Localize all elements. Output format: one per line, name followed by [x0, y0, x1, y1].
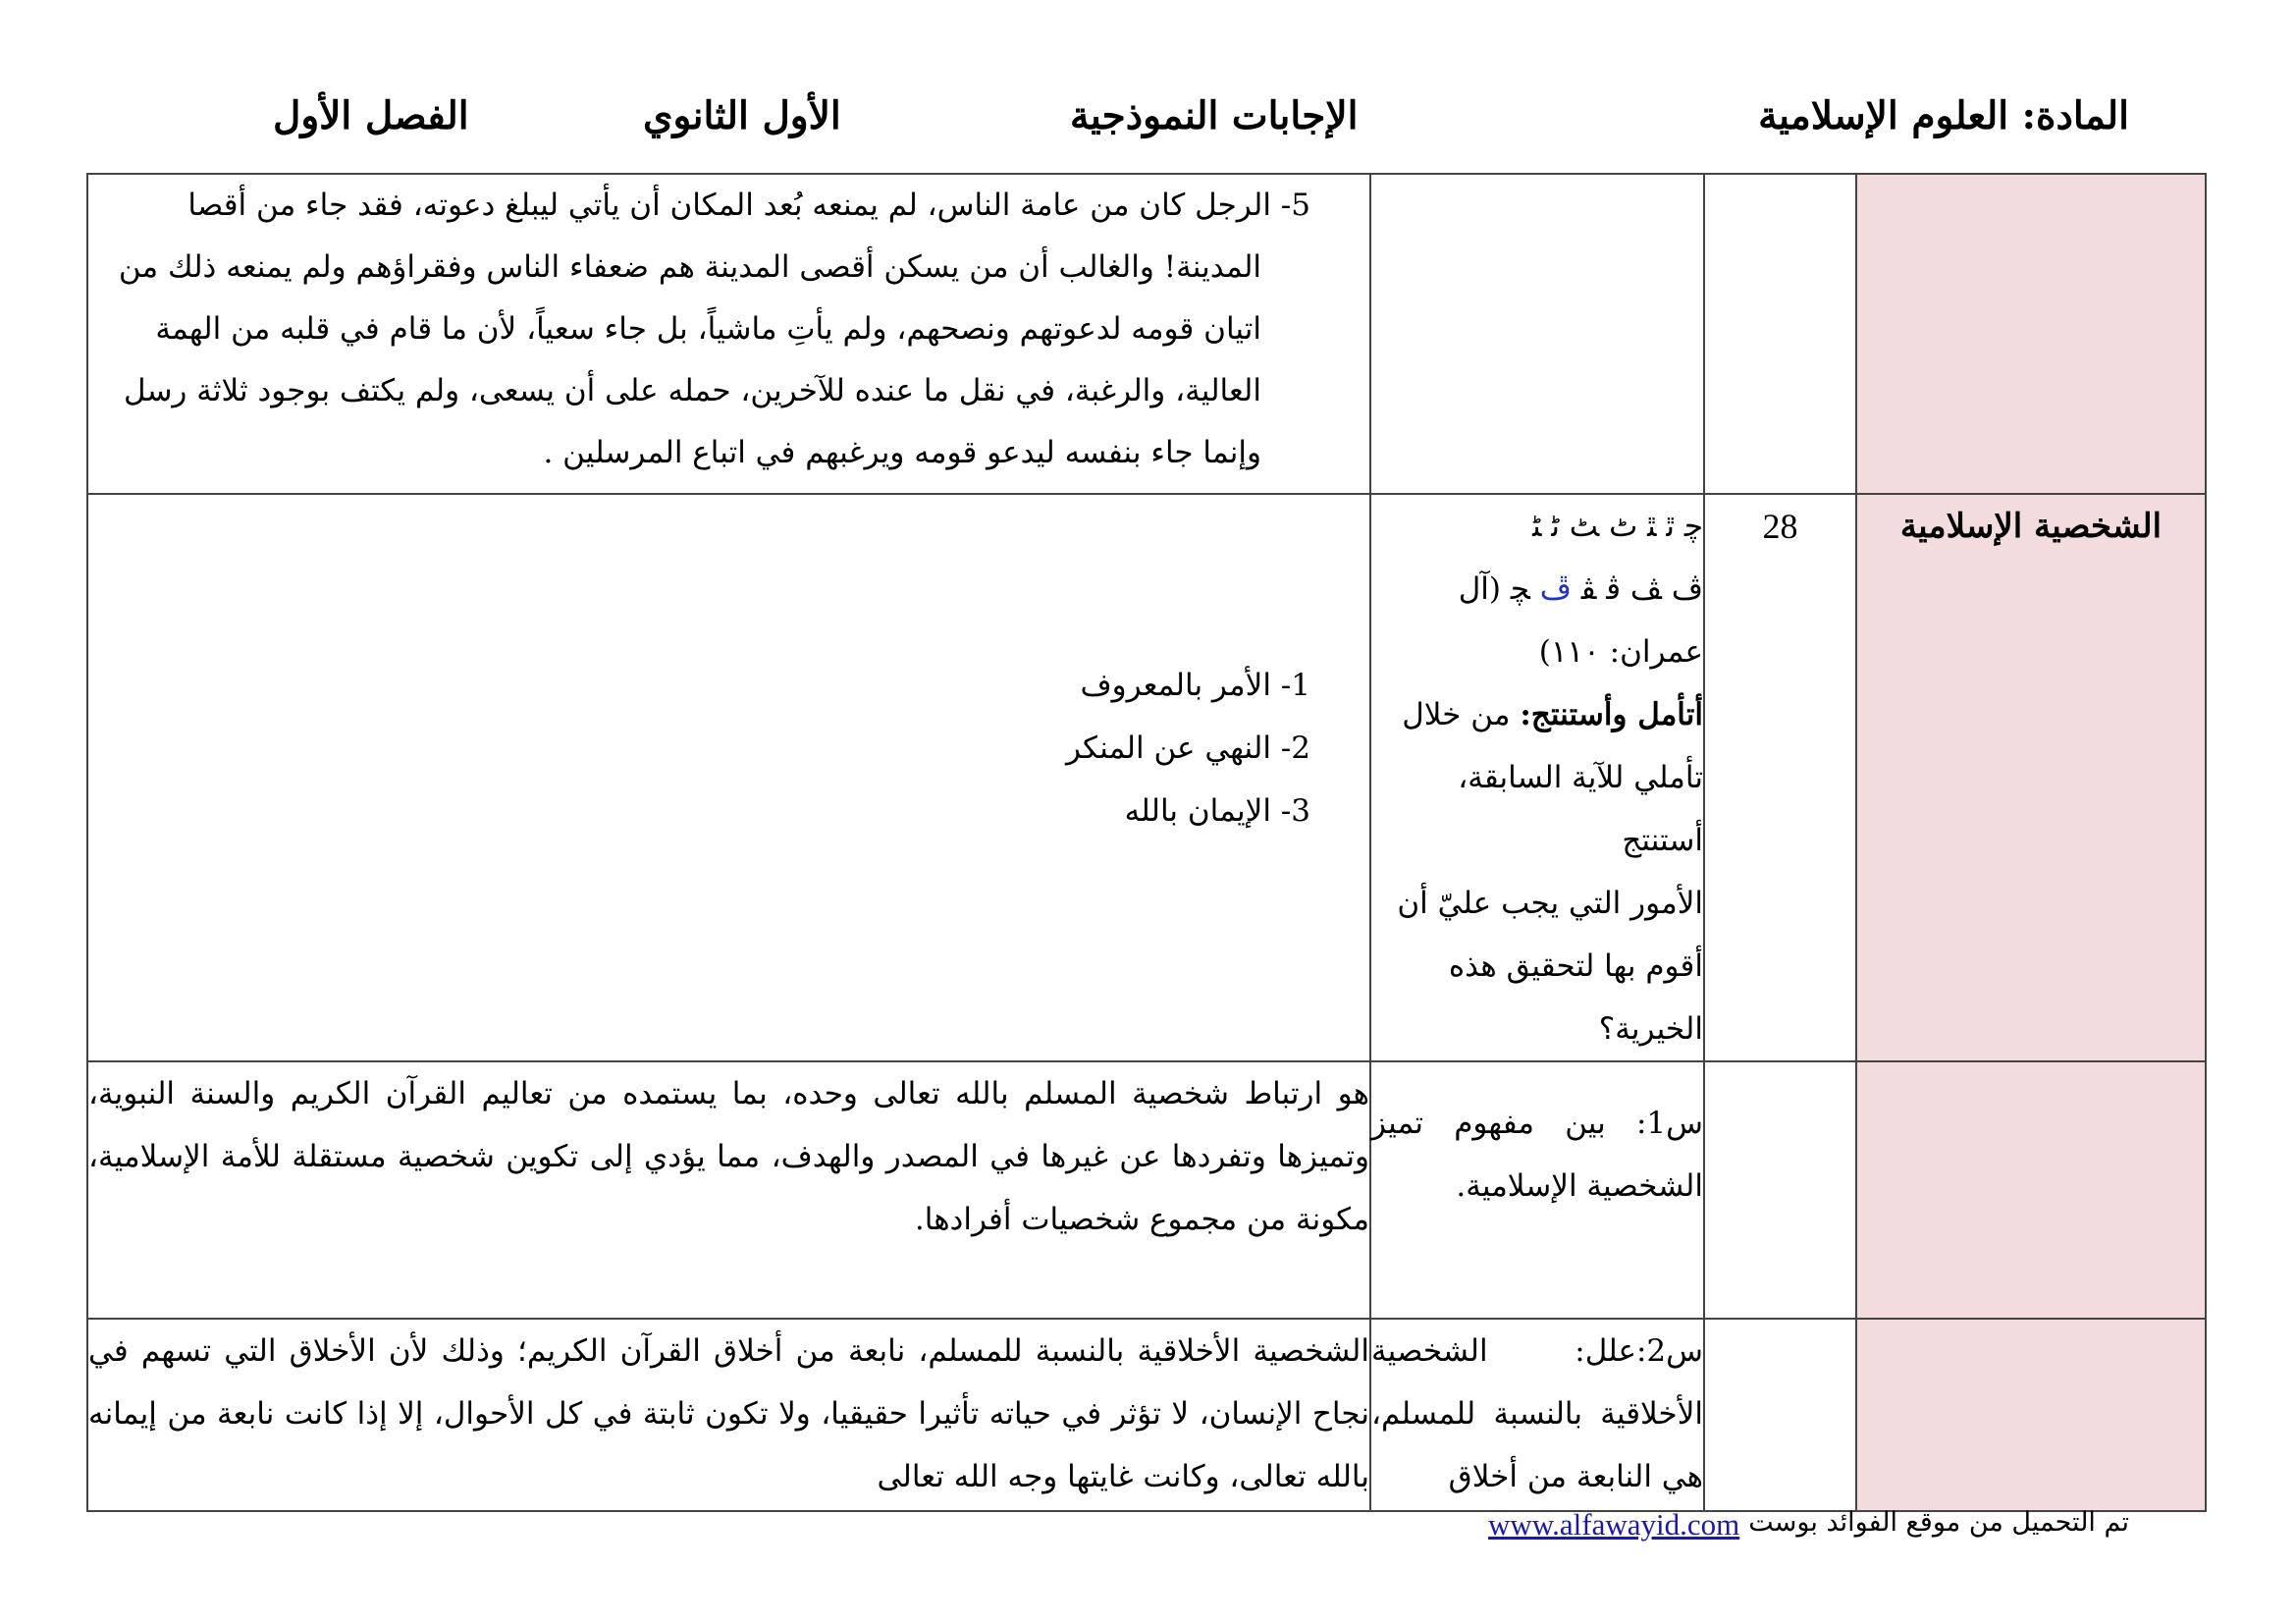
page-cell: 28	[1704, 494, 1856, 1061]
question-cell: س2:علل: الشخصية الأخلاقية بالنسبة للمسلم، هي النابعة من أخلاق	[1370, 1319, 1704, 1511]
page-cell	[1704, 174, 1856, 494]
website-link[interactable]: www.alfawayid.com	[1488, 1507, 1740, 1542]
lesson-cell	[1856, 1061, 2206, 1319]
lesson-cell	[1856, 174, 2206, 494]
quran-verse-line: ﭼ ﭤ ﭥ ﭦ ﭧ ﭨ ﭩ	[1532, 509, 1703, 544]
reflect-text: أقوم بها لتحقيق هذه	[1448, 948, 1703, 984]
answer-item: 3- الإيمان بالله	[1124, 793, 1310, 829]
page-cell	[1704, 1061, 1856, 1319]
table-row	[87, 174, 2206, 494]
quran-verse-segment: ﭪ ﭫ ﭬ ﭭ	[1580, 571, 1703, 607]
answer-line: وإنما جاء بنفسه ليدعو قومه ويرغبهم في اتباع المرسلين .	[543, 435, 1261, 470]
subject-title: المادة: العلوم الإسلامية	[1758, 93, 2129, 138]
quran-verse-line	[1371, 558, 1703, 621]
question-cell	[1370, 494, 1704, 1061]
question-cell	[1370, 174, 1704, 494]
quran-verse-segment: ﭮ	[1539, 571, 1572, 607]
term-label: الفصل الأول	[273, 93, 469, 138]
quran-reference: عمران: ١١٠)	[1538, 634, 1703, 670]
reflect-text: من خلال	[1402, 697, 1521, 732]
answer-line: المدينة! والغالب أن من يسكن أقصى المدينة هم ضعفاء الناس وفقراؤهم ولم يمنعه ذلك من	[118, 249, 1261, 285]
reflect-question	[1371, 683, 1703, 746]
page-footer	[0, 1507, 2296, 1546]
answer-cell: هو ارتباط شخصية المسلم بالله تعالى وحده، بما يستمده من تعاليم القرآن الكريم والسنة النبوية، وتميزها وتفردها عن غيرها في المصدر والهدف، مما يؤدي إلى تكوين شخصية مستقلة للأمة الإسلامية، مكونة من مجموع شخصيات أفرادها.	[87, 1061, 1370, 1319]
answers-table	[86, 173, 2207, 1512]
table-row	[87, 1319, 2206, 1511]
answer-item: 1- الأمر بالمعروف	[1080, 668, 1310, 703]
answer-cell	[87, 174, 1370, 494]
document-title: الإجابات النموذجية	[1070, 93, 1359, 138]
quran-verse-segment: ﭽ (آل	[1458, 571, 1530, 607]
table-row	[87, 494, 2206, 1061]
reflect-text: الخيرية؟	[1598, 1011, 1703, 1047]
reflect-text: الأمور التي يجب عليّ أن	[1397, 886, 1703, 921]
lesson-cell: الشخصية الإسلامية	[1856, 494, 2206, 1061]
answer-item: 2- النهي عن المنكر	[1066, 731, 1310, 766]
grade-label: الأول الثانوي	[643, 93, 841, 138]
reflect-text: تأملي للآية السابقة، أستنتج	[1458, 760, 1703, 858]
answer-line: اتيان قومه لدعوتهم ونصحهم، ولم يأتِ ماشياً، بل جاء سعياً، لأن ما قام في قلبه من الهمة	[155, 311, 1261, 347]
reflect-label: أتأمل وأستنتج:	[1520, 697, 1703, 732]
page-header	[0, 93, 2296, 152]
table-row	[87, 1061, 2206, 1319]
page-cell	[1704, 1319, 1856, 1511]
footer-text: تم التحميل من موقع الفوائد بوست	[1748, 1507, 2129, 1538]
answer-cell	[87, 494, 1370, 1061]
answer-line: 5- الرجل كان من عامة الناس، لم يمنعه بُعد المكان أن يأتي ليبلغ دعوته، فقد جاء من أقصا	[187, 188, 1310, 223]
answer-line: العالية، والرغبة، في نقل ما عنده للآخرين، حمله على أن يسعى، ولم يكتف بوجود ثلاثة رسل	[123, 373, 1261, 408]
lesson-cell	[1856, 1319, 2206, 1511]
answer-cell: الشخصية الأخلاقية بالنسبة للمسلم، نابعة من أخلاق القرآن الكريم؛ وذلك لأن الأخلاق التي تسهم في نجاح الإنسان، لا تؤثر في حياته تأثيرا حقيقيا، ولا تكون ثابتة في كل الأحوال، إلا إذا كانت نابعة من إيمانه بالله تعالى، وكانت غايتها وجه الله تعالى	[87, 1319, 1370, 1511]
question-cell: س1: بين مفهوم تميز الشخصية الإسلامية.	[1370, 1061, 1704, 1319]
